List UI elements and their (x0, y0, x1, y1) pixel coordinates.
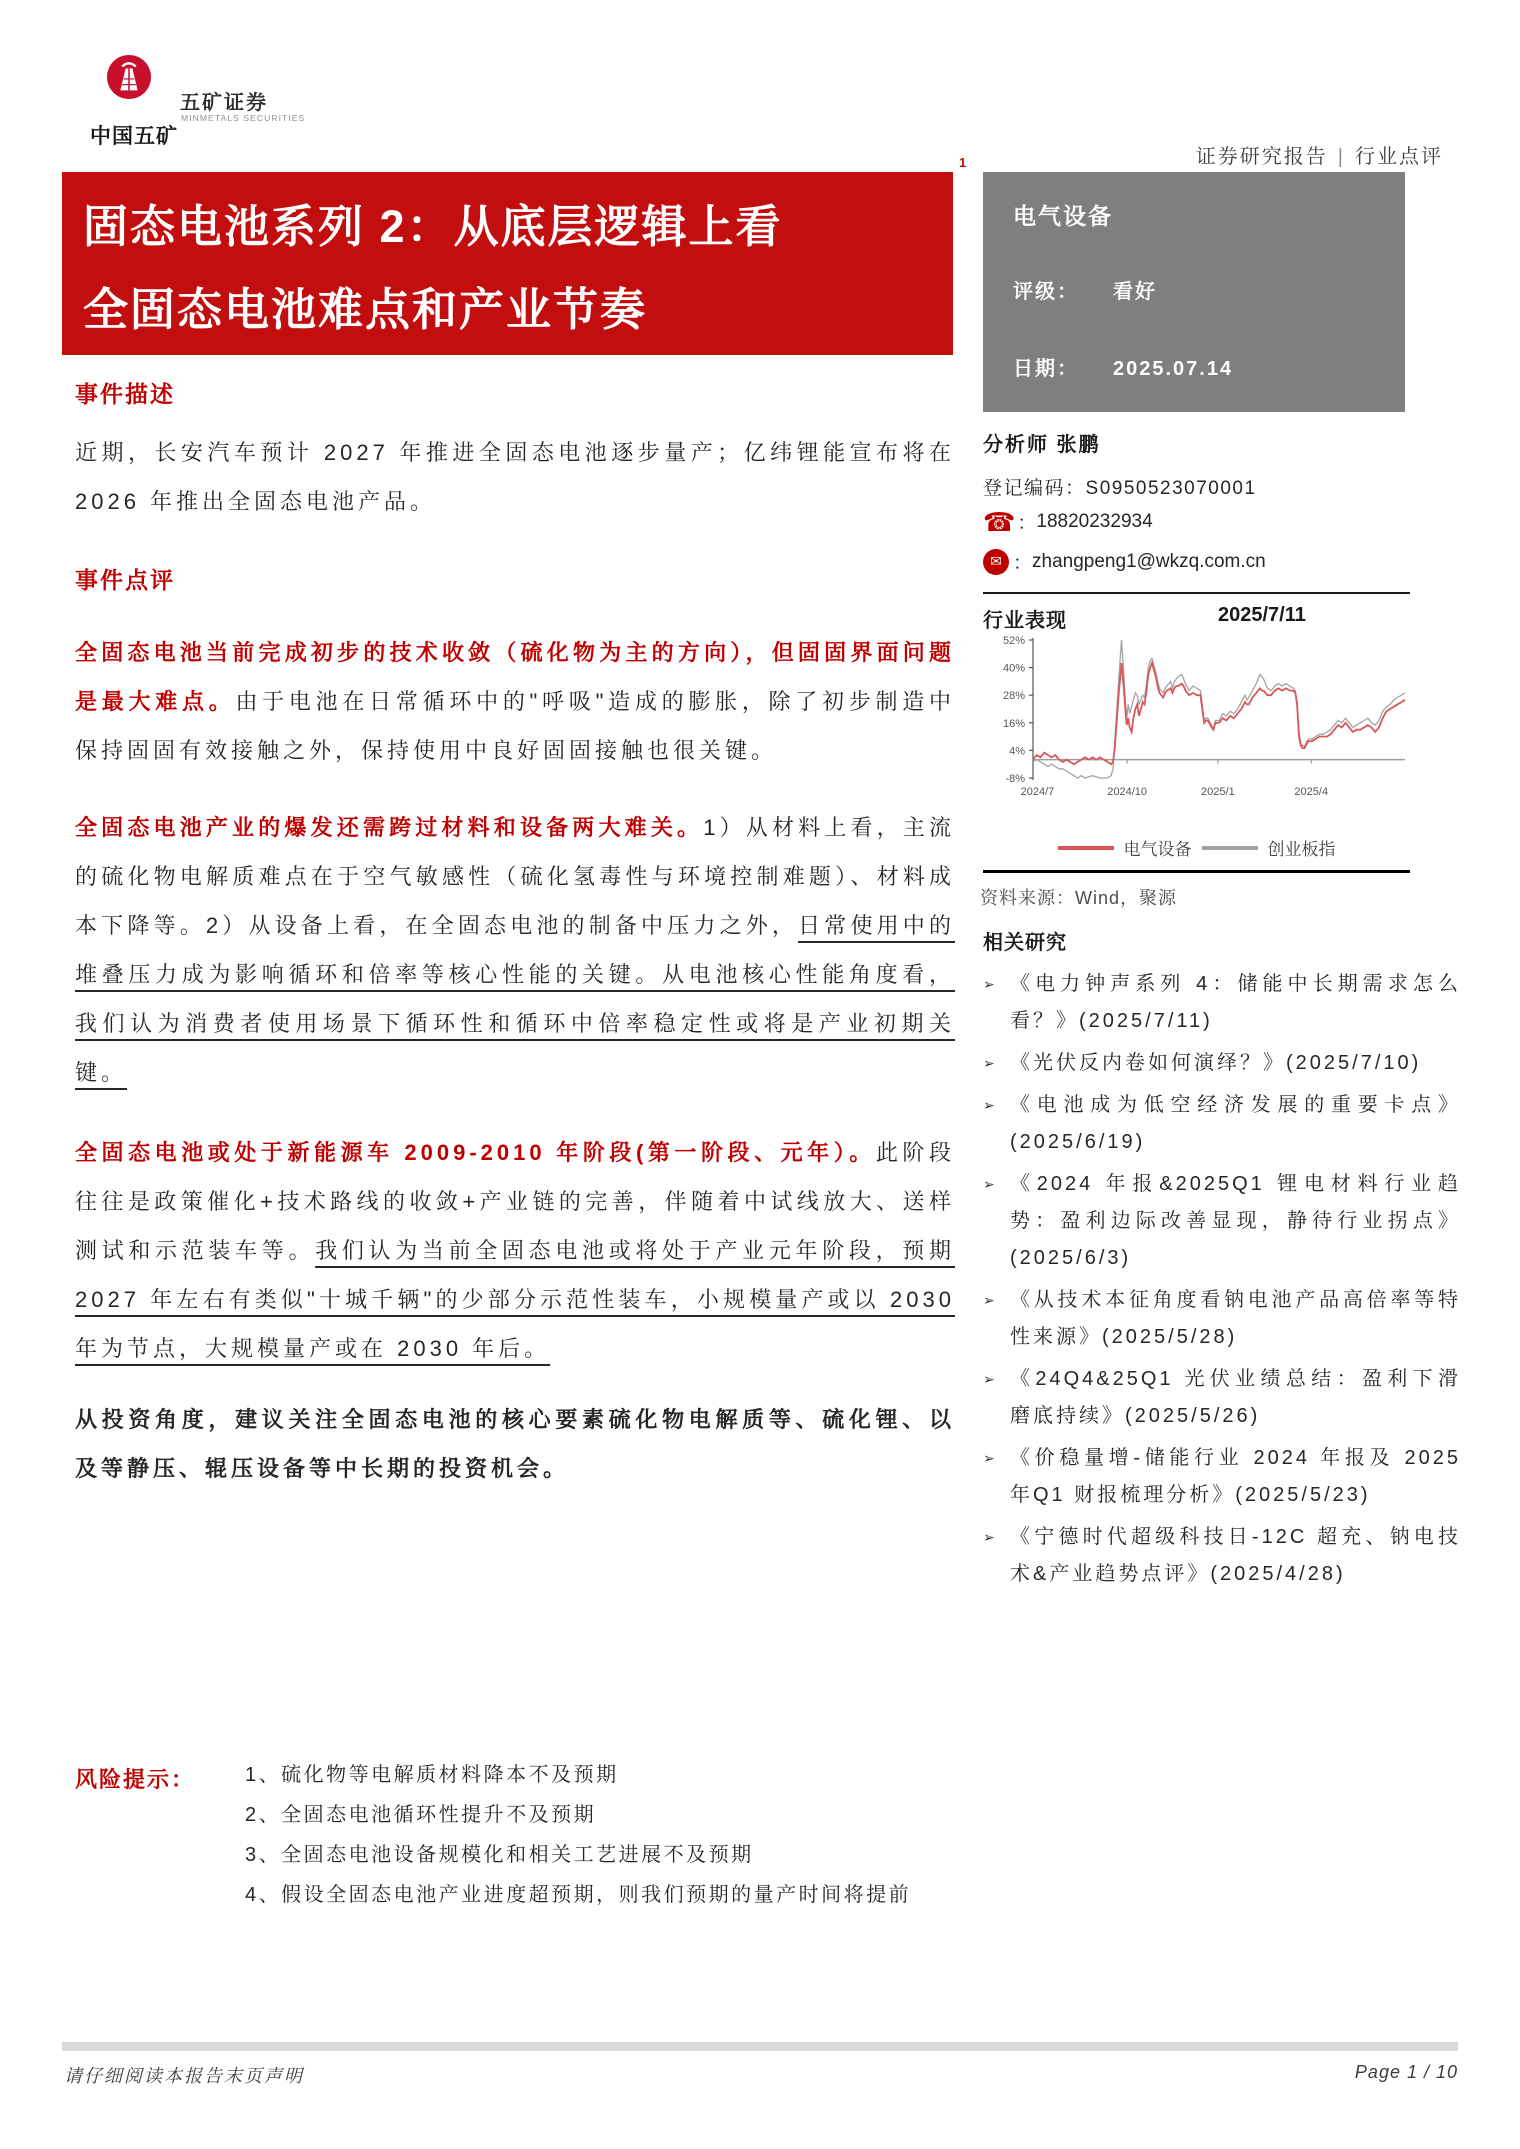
arrow-bullet-icon: ➢ (983, 1055, 995, 1071)
arrow-bullet-icon: ➢ (983, 1097, 995, 1113)
title-footnote-marker: 1 (959, 155, 967, 170)
series-电气设备 (1033, 663, 1405, 764)
minmetals-logo-icon (106, 54, 152, 100)
section-heading-event-description: 事件描述 (75, 381, 175, 407)
paragraph: 近期，长安汽车预计 2027 年推进全固态电池逐步量产；亿纬锂能宣布将在 2026 年推出全固态电池产品。 (75, 440, 955, 514)
svg-text:28%: 28% (1002, 690, 1025, 703)
section-heading-event-comment: 事件点评 (75, 567, 175, 593)
related-research-item: ➢ 《2024 年报&2025Q1 锂电材料行业趋势：盈利边际改善显现，静待行业拐点》(2025/6/3) (983, 1166, 1461, 1277)
legend-label: 电气设备 (1123, 840, 1192, 859)
registration-label: 登记编码： (983, 478, 1086, 499)
report-title-banner (62, 172, 953, 355)
svg-text:16%: 16% (1002, 717, 1025, 730)
industry-performance-date: 2025/7/11 (1218, 604, 1306, 626)
related-research-item: ➢ 《宁德时代超级科技日-12C 超充、钠电技术&产业趋势点评》(2025/4/28) (983, 1519, 1461, 1593)
svg-text:2024/10: 2024/10 (1107, 786, 1147, 798)
divider-line (983, 592, 1410, 594)
header-separator: | (1337, 146, 1345, 168)
svg-text:2024/7: 2024/7 (1020, 786, 1055, 798)
series-创业板指 (1033, 640, 1405, 778)
legend-line-icon (1202, 846, 1258, 850)
analyst-name: 分析师 张鹏 (983, 434, 1101, 456)
registration-code: S0950523070001 (1085, 478, 1257, 499)
industry-performance-title: 行业表现 (983, 610, 1067, 632)
analyst-email-row (983, 548, 1266, 575)
date-label: 日期： (1013, 358, 1079, 380)
email-icon: ✉ (983, 549, 1009, 575)
related-research-item: ➢ 《电池成为低空经济发展的重要卡点》(2025/6/19) (983, 1087, 1461, 1161)
svg-text:52%: 52% (1002, 635, 1025, 647)
arrow-bullet-icon: ➢ (983, 1292, 995, 1308)
analyst-phone: 18820232934 (1036, 510, 1153, 532)
divider-line (983, 870, 1410, 873)
rating-label: 评级： (1013, 281, 1079, 303)
phone-icon: ☎ (983, 506, 1016, 537)
report-title-line2: 全固态电池难点和产业节奏 (83, 284, 648, 335)
date-row (1013, 352, 1233, 381)
risk-label: 风险提示： (75, 1767, 196, 1792)
paragraph: 全固态电池产业的爆发还需跨过材料和设备两大难关。1）从材料上看，主流的硫化物电解质难点在于空气敏感性（硫化氢毒性与环境控制难题）、材料成本下降等。2）从设备上看，在全固态电池的制备中压力之外，日常使用中的堆叠压力成为影响循环和倍率等核心性能的关键。从电池核心性能角度看，我们认为消费者使用场景下循环性和循环中倍率稳定性或将是产业初期关键。 (75, 815, 955, 1085)
risk-item: 2、全固态电池循环性提升不及预期 (245, 1804, 597, 1826)
related-research-list (983, 966, 1461, 1598)
related-research-heading: 相关研究 (983, 932, 1067, 954)
event-comment-paragraph-1 (75, 628, 955, 775)
industry-performance-chart (983, 632, 1413, 802)
analyst-registration (983, 473, 1257, 500)
rating-row (1013, 275, 1157, 304)
footer-disclaimer: 请仔细阅读本报告末页声明 (64, 2066, 304, 2086)
legend-label: 创业板指 (1267, 840, 1336, 859)
event-description-body (75, 428, 955, 526)
report-type-header (900, 140, 1443, 169)
chart-legend (983, 835, 1410, 860)
report-type-label: 证券研究报告 (1195, 146, 1328, 168)
svg-text:-8%: -8% (1005, 773, 1025, 785)
rating-value: 看好 (1113, 281, 1157, 303)
risk-list (245, 1764, 965, 1924)
related-research-item: ➢ 《从技术本征角度看钠电池产品高倍率等特性来源》(2025/5/28) (983, 1282, 1461, 1356)
risk-item: 1、硫化物等电解质材料降本不及预期 (245, 1764, 619, 1786)
arrow-bullet-icon: ➢ (983, 1176, 995, 1192)
event-comment-paragraph-3 (75, 1128, 955, 1373)
analyst-phone-row (983, 508, 1153, 535)
paragraph: 全固态电池或处于新能源车 2009-2010 年阶段(第一阶段、元年）。此阶段往往是政策催化+技术路线的收敛+产业链的完善，伴随着中试线放大、送样测试和示范装车等。我们认为当前全固态电池或将处于产业元年阶段，预期 2027 年左右有类似"十城千辆"的少部分示范性装车，小规模量产或以 2030 年为节点，大规模量产或在 2030 年后。 (75, 1140, 955, 1361)
paragraph: 从投资角度，建议关注全固态电池的核心要素硫化物电解质等、硫化锂、以及等静压、辊压设备等中长期的投资机会。 (75, 1407, 955, 1481)
brand-securities-name-en: MINMETALS SECURITIES (181, 113, 306, 123)
arrow-bullet-icon: ➢ (983, 1371, 995, 1387)
event-comment-paragraph-4 (75, 1395, 955, 1493)
analyst-email: zhangpeng1@wkzq.com.cn (1032, 550, 1266, 572)
date-value: 2025.07.14 (1113, 358, 1234, 380)
risk-item: 3、全固态电池设备规模化和相关工艺进展不及预期 (245, 1844, 754, 1866)
related-research-item: ➢ 《光伏反内卷如何演绎？》(2025/7/10) (983, 1045, 1461, 1082)
footer-divider-bar (62, 2042, 1458, 2051)
paragraph: 全固态电池当前完成初步的技术收敛（硫化物为主的方向），但固固界面问题是最大难点。由于电池在日常循环中的"呼吸"造成的膨胀，除了初步制造中保持固固有效接触之外，保持使用中良好固固接触也很关键。 (75, 640, 955, 763)
report-category-label: 行业点评 (1355, 146, 1443, 168)
arrow-bullet-icon: ➢ (983, 1529, 995, 1545)
risk-item: 4、假设全固态电池产业进度超预期，则我们预期的量产时间将提前 (245, 1884, 912, 1906)
related-research-item: ➢ 《电力钟声系列 4：储能中长期需求怎么看？》(2025/7/11) (983, 966, 1461, 1040)
report-title-line1: 固态电池系列 2：从底层逻辑上看 (83, 201, 783, 252)
arrow-bullet-icon: ➢ (983, 976, 995, 992)
svg-text:4%: 4% (1009, 745, 1025, 758)
phone-colon: ： (1017, 513, 1037, 534)
event-comment-paragraph-2 (75, 803, 955, 1097)
industry-info-box (983, 172, 1405, 412)
arrow-bullet-icon: ➢ (983, 1450, 995, 1466)
footer-page-number: Page 1 / 10 (1354, 2062, 1458, 2082)
industry-performance-header (983, 604, 1410, 633)
chart-source: 资料来源：Wind，聚源 (980, 888, 1178, 908)
brand-org-name: 中国五矿 (90, 125, 178, 148)
legend-line-icon (1058, 846, 1114, 850)
related-research-item: ➢ 《价稳量增-储能行业 2024 年报及 2025 年Q1 财报梳理分析》(2025/5/23) (983, 1440, 1461, 1514)
svg-text:40%: 40% (1002, 662, 1025, 675)
svg-text:2025/1: 2025/1 (1201, 786, 1235, 798)
brand-securities-name: 五矿证券 (180, 92, 268, 114)
related-research-item: ➢ 《24Q4&25Q1 光伏业绩总结：盈利下滑 磨底持续》(2025/5/26) (983, 1361, 1461, 1435)
industry-name: 电气设备 (1013, 203, 1113, 229)
email-colon: ： (1013, 553, 1033, 574)
svg-text:2025/4: 2025/4 (1294, 786, 1329, 798)
